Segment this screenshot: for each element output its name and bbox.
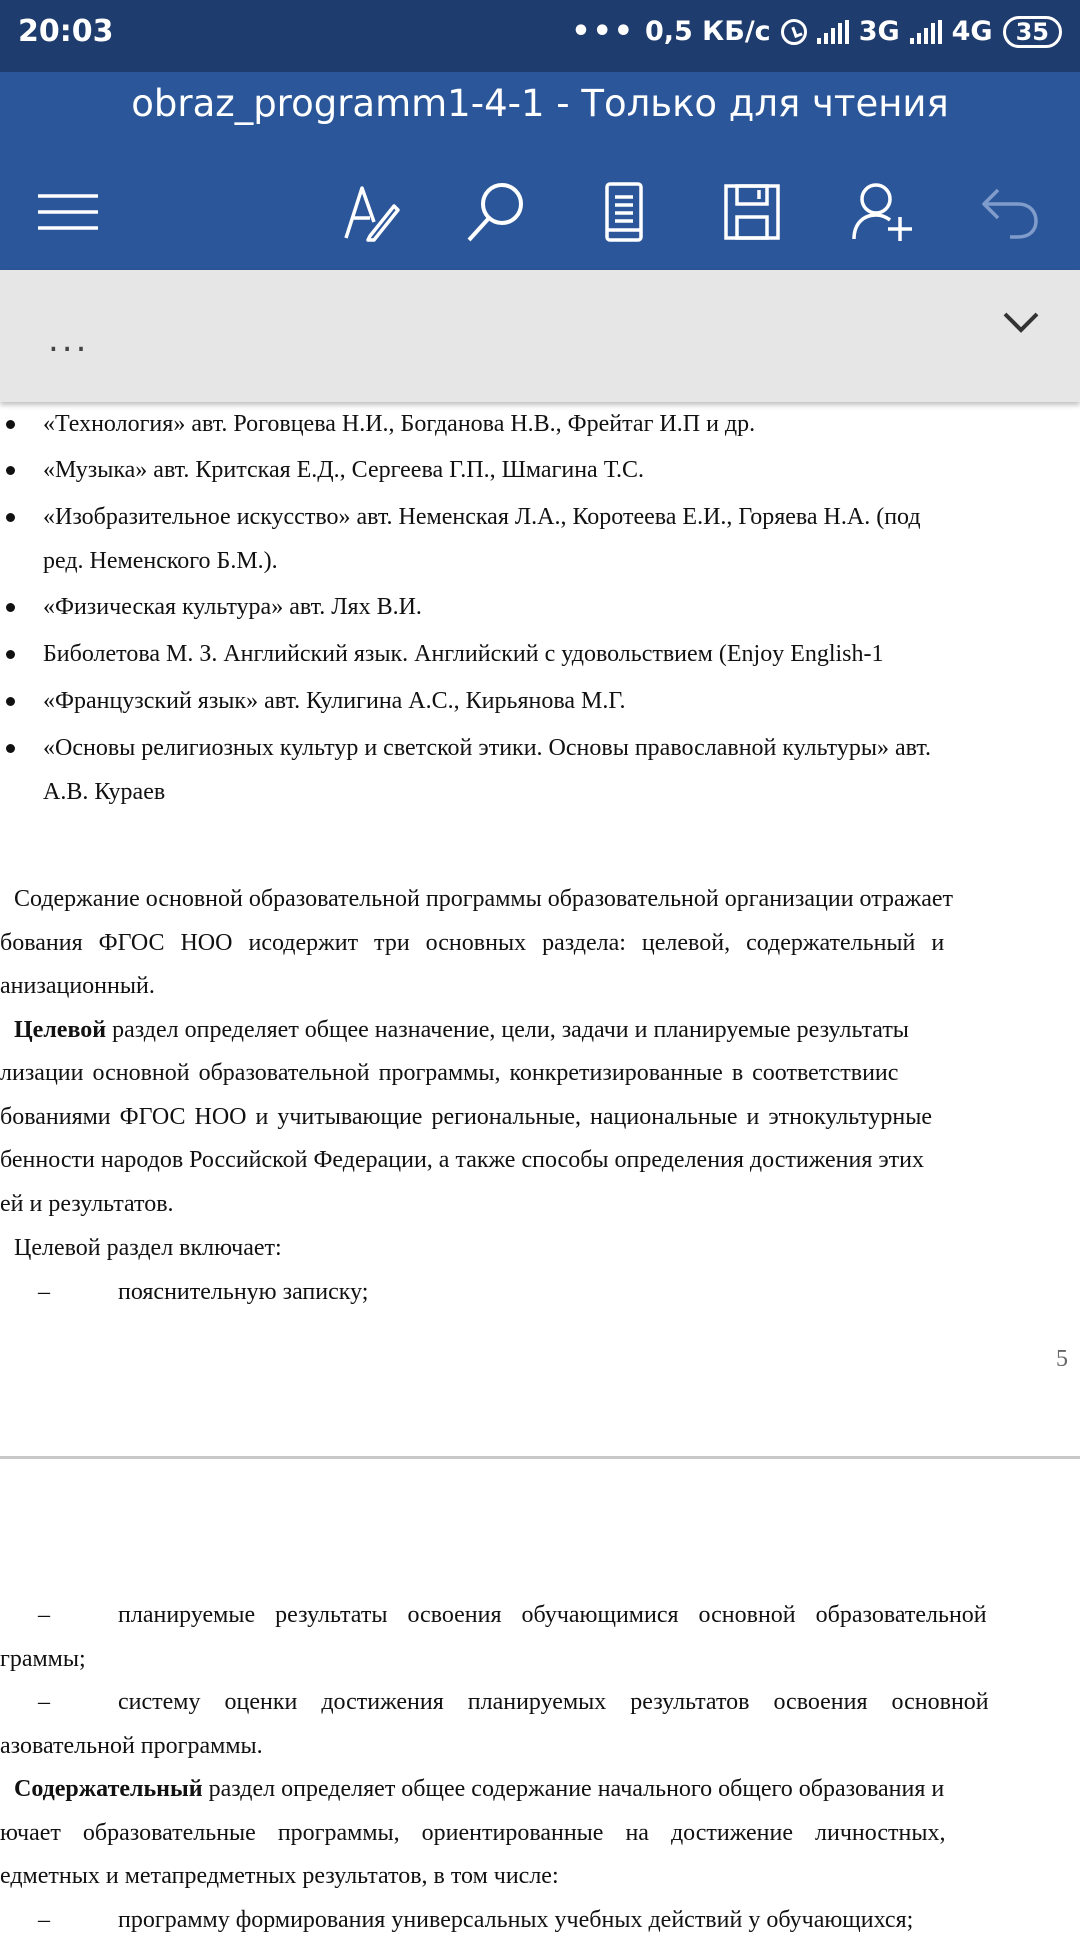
bullet-icon [6, 420, 15, 429]
signal-icon [910, 20, 942, 44]
alarm-icon [781, 19, 807, 45]
document-page-1: «Технология» авт. Роговцева Н.И., Богданова Н.В., Фрейтаг И.П и др. «Музыка» авт. Критская Е.Д., Сергеева Г.П., Шмагина Т.С. «Изобразительное искусство» авт. Неменская Л.А., Коротеева Е.И., Горяева Н.А. (под ред. Неменского Б.М.). «Физическая культура» авт. Лях В.И. Биболетова М. З. Английский язык. Английский с удовольствием (Enjoy English-1 «Французский язык» авт. Кулигина А.С., Кирьянова М.Г. «Основы религиозных культур и светской этики. Основы православной культуры» авт. А.В. Кураев Содержание основной образовательной программы образовательной организации отражает бования ФГОС НОО исодержит три основных раздела: целевой, содержательный и анизационный. Целевой раздел определяет общее назначение, цели, задачи и планируемые результаты лизации основной образовательной программы, конкретизированные в соответствиис бованиями ФГОС НОО и учитывающие региональные, национальные и этнокультурные бенности народов Российской Федерации, а также способы определения достижения этих ей и результатов. Целевой раздел включает: – пояснительную записку; 5 [0, 402, 1080, 1457]
bold-term: Целевой [14, 1017, 107, 1043]
page-number: 5 [1056, 1346, 1068, 1372]
paragraph-content-section: Содержательный раздел определяет общее содержание начального общего образования и [14, 1776, 945, 1802]
bullet-icon [6, 603, 15, 612]
more-notifications-icon: ••• [571, 14, 635, 49]
save-icon[interactable] [712, 162, 792, 262]
status-bar [0, 0, 1080, 72]
status-time: 20:03 [18, 14, 114, 49]
document-page-2 [0, 1459, 1080, 1933]
network-type-1: 3G [858, 16, 900, 47]
chevron-down-icon[interactable] [1002, 310, 1040, 339]
bold-term: Содержательный [14, 1776, 203, 1802]
bullet-icon [6, 744, 15, 753]
dash-item: систему оценки достижения планируемых результатов освоения основной [118, 1689, 989, 1715]
network-speed: 0,5 КБ/с [644, 16, 771, 47]
battery-indicator: 35 [1003, 16, 1062, 48]
bullet-icon [6, 513, 15, 522]
bullet-icon [6, 650, 15, 659]
dash-bullet: – [38, 1689, 50, 1715]
signal-icon [817, 20, 849, 44]
paragraph-includes: Целевой раздел включает: [14, 1235, 282, 1261]
dash-item-continuation: азовательной программы. [0, 1733, 263, 1759]
dash-bullet: – [38, 1279, 50, 1305]
dash-bullet: – [38, 1602, 50, 1628]
undo-icon[interactable] [970, 162, 1050, 262]
ribbon-bar [0, 270, 1080, 402]
edit-pen-icon[interactable] [330, 162, 410, 262]
more-options-button[interactable]: ... [48, 320, 90, 360]
status-indicators [571, 14, 1062, 49]
share-person-icon[interactable] [842, 162, 922, 262]
dash-item: планируемые результаты освоения обучающимися основной образовательной [118, 1602, 987, 1628]
dash-item: программу формирования универсальных учебных действий у обучающихся; [118, 1907, 914, 1933]
paragraph-line: едметных и метапредметных результатов, в том числе: [0, 1863, 559, 1889]
bullet-icon [6, 466, 15, 475]
menu-icon[interactable] [28, 162, 108, 262]
app-header [0, 72, 1080, 270]
document-title: obraz_programm1-4-1 - Только для чтения [131, 82, 949, 125]
network-type-2: 4G [951, 16, 993, 47]
paragraph-line: ючает образовательные программы, ориентированные на достижение личностных, [0, 1820, 946, 1846]
mobile-view-icon[interactable] [584, 162, 664, 262]
search-icon[interactable] [456, 162, 536, 262]
dash-item-continuation: граммы; [0, 1646, 86, 1672]
bullet-icon [6, 697, 15, 706]
toolbar [0, 162, 1080, 262]
dash-item: пояснительную записку; [118, 1279, 369, 1305]
dash-bullet: – [38, 1907, 50, 1933]
